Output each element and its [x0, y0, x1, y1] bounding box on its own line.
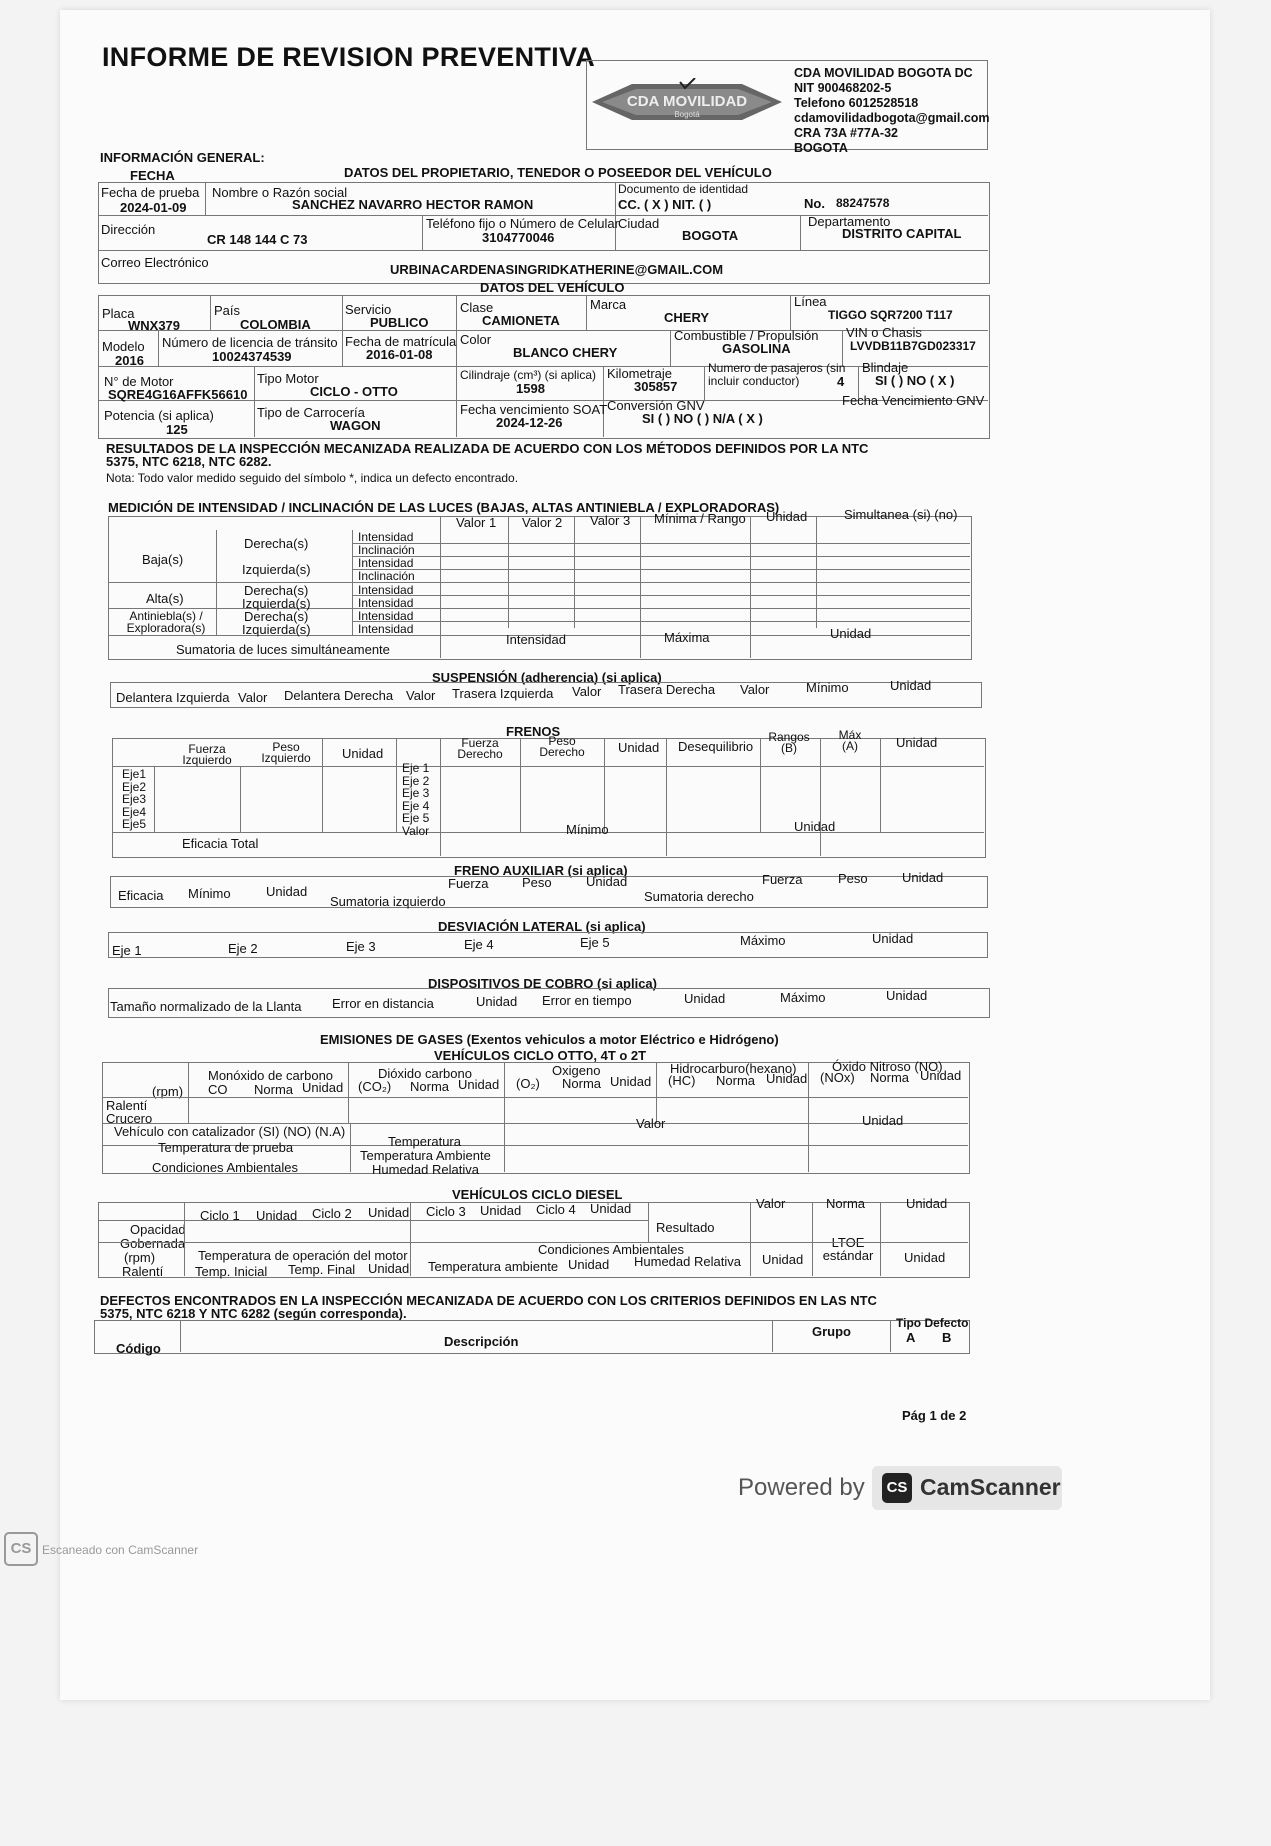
- frenos-peso-izq: Peso Izquierdo: [261, 740, 311, 765]
- em-catalizador: Vehículo con catalizador (SI) (NO) (N.A): [114, 1124, 346, 1139]
- direccion-label: Dirección: [101, 222, 156, 237]
- blindaje-value: SI ( ) NO ( X ): [875, 373, 955, 388]
- cobro-unidad-2: Unidad: [684, 991, 726, 1006]
- cobro-heading: DISPOSITIVOS DE COBRO (si aplica): [428, 976, 657, 991]
- doc-no-label: No.: [804, 196, 825, 211]
- eje-left-2: Eje2: [122, 779, 147, 794]
- desv-eje-2: Eje 2: [228, 941, 258, 956]
- cobro-llanta: Tamaño normalizado de la Llanta: [110, 999, 302, 1014]
- cs-logo-icon: CS: [882, 1473, 912, 1503]
- company-info: [794, 66, 990, 156]
- luces-antiniebla: Antiniebla(s) / Exploradora(s): [126, 609, 206, 635]
- placa-value: WNX379: [128, 318, 181, 333]
- luces-intensidad-1: Intensidad: [358, 530, 414, 544]
- motor-value: SQRE4G16AFFK56610: [108, 387, 248, 402]
- eje-left-5: Eje5: [122, 817, 147, 832]
- susp-del-izq: Delantera Izquierda: [116, 690, 230, 705]
- color-label: Color: [460, 332, 492, 347]
- potencia-value: 125: [166, 422, 188, 437]
- em-nox: (NOx): [820, 1070, 855, 1085]
- faux-fuerza-1: Fuerza: [448, 876, 489, 891]
- luces-baja-derecha: Derecha(s): [244, 536, 309, 551]
- correo-label: Correo Electrónico: [101, 255, 209, 270]
- servicio-value: PUBLICO: [370, 315, 429, 330]
- faux-unidad-2: Unidad: [586, 874, 628, 889]
- company-address: CRA 73A #77A-32: [794, 126, 898, 140]
- eje-right-3: Eje 3: [402, 786, 430, 801]
- soat-label: Fecha vencimiento SOAT: [460, 402, 608, 417]
- soat-value: 2024-12-26: [496, 415, 563, 430]
- diesel-unidad-1: Unidad: [256, 1208, 298, 1223]
- modelo-label: Modelo: [102, 339, 145, 354]
- modelo-value: 2016: [115, 353, 144, 368]
- luces-intensidad-4: Intensidad: [358, 596, 414, 610]
- em-condiciones: Condiciones Ambientales: [152, 1160, 298, 1175]
- eje-right-1: Eje 1: [402, 761, 430, 775]
- defectos-b: B: [942, 1330, 952, 1345]
- eje-right-5: Eje 5: [402, 811, 430, 826]
- scanned-with-text: Escaneado con CamScanner: [42, 1543, 199, 1557]
- diesel-opacidad: Opacidad: [130, 1222, 186, 1237]
- em-norma-4: Norma: [716, 1073, 756, 1088]
- diesel-ciclo2: Ciclo 2: [312, 1206, 352, 1221]
- em-unidad-1: Unidad: [302, 1080, 344, 1095]
- o2-head: Oxigeno: [552, 1063, 601, 1078]
- km-value: 305857: [634, 379, 678, 394]
- em-norma-1: Norma: [254, 1082, 294, 1097]
- diesel-unidad-4: Unidad: [590, 1201, 632, 1216]
- fecha-prueba-value: 2024-01-09: [120, 200, 187, 215]
- marca-label: Marca: [590, 297, 627, 312]
- frenos-fuerza-izq: Fuerza Izquierdo: [182, 742, 232, 767]
- page-number: Pág 1 de 2: [902, 1408, 967, 1423]
- vin-value: LVVDB11B7GD023317: [850, 339, 976, 353]
- emisiones-heading: EMISIONES DE GASES (Exentos vehiculos a motor Eléctrico e Hidrógeno): [320, 1032, 779, 1047]
- em-unidad-4: Unidad: [766, 1071, 808, 1086]
- luces-ant-derecha: Derecha(s): [244, 609, 309, 624]
- logo-sub: Bogotá: [674, 110, 700, 119]
- em-unidad-2: Unidad: [458, 1077, 500, 1092]
- cobro-maximo: Máximo: [780, 990, 826, 1005]
- servicio-label: Servicio: [345, 302, 392, 317]
- faux-unidad-3: Unidad: [902, 870, 944, 885]
- em-o2: (O₂): [516, 1076, 540, 1091]
- diesel-ciclo1: Ciclo 1: [200, 1208, 240, 1223]
- desv-eje-1: Eje 1: [112, 943, 142, 958]
- em-norma-5: Norma: [870, 1070, 910, 1085]
- eje-left-4: Eje4: [122, 804, 147, 819]
- susp-valor-2: Valor: [406, 688, 436, 703]
- tipo-motor-label: Tipo Motor: [257, 371, 319, 386]
- carroceria-label: Tipo de Carrocería: [257, 405, 365, 420]
- faux-minimo: Mínimo: [188, 886, 231, 901]
- diesel-ciclo4: Ciclo 4: [536, 1202, 576, 1217]
- results-note: Nota: Todo valor medido seguido del símbolo *, indica un defecto encontrado.: [106, 471, 519, 485]
- susp-tras-der: Trasera Derecha: [618, 682, 716, 697]
- clase-label: Clase: [460, 300, 494, 315]
- cs-corner-icon: CS: [4, 1532, 38, 1566]
- clase-value: CAMIONETA: [482, 313, 560, 328]
- diesel-norma: Norma: [826, 1196, 866, 1211]
- results-heading: RESULTADOS DE LA INSPECCIÓN MECANIZADA REALIZADA DE ACUERDO CON LOS MÉTODOS DEFINIDOS POR LA NTC 5375, NTC 6218, NTC 6282.: [106, 441, 869, 469]
- frenos-unidad-3: Unidad: [896, 735, 938, 750]
- diesel-temp-final: Temp. Final: [288, 1262, 356, 1277]
- blindaje-label: Blindaje: [862, 360, 909, 375]
- em-rpm: (rpm): [152, 1084, 184, 1099]
- luces-alta-izquierda: Izquierda(s): [242, 596, 311, 611]
- diesel-unidad-5: Unidad: [906, 1196, 948, 1211]
- em-temperatura: Temperatura: [388, 1134, 461, 1149]
- frenos-desequilibrio: Desequilibrio: [678, 739, 754, 754]
- owner-heading: DATOS DEL PROPIETARIO, TENEDOR O POSEEDOR DEL VEHÍCULO: [344, 165, 772, 180]
- doc-label: Documento de identidad: [618, 182, 749, 196]
- cilindraje-value: 1598: [516, 381, 545, 396]
- em-norma-2: Norma: [410, 1079, 450, 1094]
- gnv-venc-label: Fecha Vencimiento GNV: [842, 393, 985, 408]
- diesel-heading: VEHÍCULOS CICLO DIESEL: [452, 1187, 623, 1202]
- pais-label: País: [214, 303, 241, 318]
- company-email: cdamovilidadbogota@gmail.com: [794, 111, 990, 125]
- fecha-prueba-label: Fecha de prueba: [101, 185, 200, 200]
- motor-label: N° de Motor: [104, 374, 174, 389]
- matricula-value: 2016-01-08: [366, 347, 433, 362]
- luces-intensidad-6: Intensidad: [358, 622, 414, 636]
- defectos-grupo: Grupo: [812, 1324, 851, 1339]
- camscanner-name: CamScanner: [920, 1474, 1061, 1500]
- luces-heading: MEDICIÓN DE INTENSIDAD / INCLINACIÓN DE LAS LUCES (BAJAS, ALTAS ANTINIEBLA / EXPLORADORAS): [108, 500, 780, 515]
- desviacion-heading: DESVIACIÓN LATERAL (si aplica): [438, 919, 646, 934]
- faux-eficacia: Eficacia: [118, 888, 164, 903]
- susp-minimo: Mínimo: [806, 680, 849, 695]
- em-temp-amb: Temperatura Ambiente: [360, 1148, 491, 1163]
- diesel-unidad-2: Unidad: [368, 1205, 410, 1220]
- defectos-codigo: Código: [116, 1341, 161, 1356]
- gnv-label: Conversión GNV: [607, 398, 705, 413]
- luces-unidad: Unidad: [830, 626, 872, 641]
- diesel-humedad: Humedad Relativa: [634, 1254, 741, 1269]
- luces-ant-izquierda: Izquierda(s): [242, 622, 311, 637]
- pais-value: COLOMBIA: [240, 317, 311, 332]
- cobro-error-dist: Error en distancia: [332, 996, 434, 1011]
- luces-alta: Alta(s): [146, 591, 184, 606]
- em-ralenti: Ralentí: [106, 1098, 148, 1113]
- frenos-ejes-left: [122, 768, 146, 831]
- frenos-unidad-2: Unidad: [618, 740, 660, 755]
- km-label: Kilometraje: [607, 366, 673, 381]
- susp-unidad: Unidad: [890, 678, 932, 693]
- ciudad-label: Ciudad: [618, 216, 660, 231]
- frenos-valor: Valor: [402, 823, 430, 838]
- diesel-unidad-7: Unidad: [568, 1257, 610, 1272]
- depto-label: Departamento: [808, 214, 891, 229]
- document-page: [60, 10, 1210, 1700]
- diesel-ltoe: LTOE estándar: [822, 1235, 874, 1263]
- matricula-label: Fecha de matrícula: [345, 334, 457, 349]
- susp-del-der: Delantera Derecha: [284, 688, 394, 703]
- doc-no-value: 88247578: [836, 196, 890, 210]
- luces-inclinacion-1: Inclinación: [358, 543, 415, 557]
- eje-left-1: Eje1: [122, 767, 147, 781]
- em-valor: Valor: [636, 1116, 666, 1131]
- em-temp-prueba: Temperatura de prueba: [158, 1140, 294, 1155]
- luces-intensidad-3: Intensidad: [358, 583, 414, 597]
- diesel-temp-inicial: Temp. Inicial: [195, 1264, 268, 1279]
- co2-head: Dióxido carbono: [378, 1066, 472, 1081]
- susp-valor-1: Valor: [238, 690, 268, 705]
- luces-baja-izquierda: Izquierda(s): [242, 562, 311, 577]
- correo-value: URBINACARDENASINGRIDKATHERINE@GMAIL.COM: [390, 262, 724, 277]
- diesel-resultado: Resultado: [656, 1220, 715, 1235]
- freno-aux-heading: FRENO AUXILIAR (si aplica): [454, 863, 628, 878]
- doc-type: CC. ( X ) NIT. ( ): [618, 197, 712, 212]
- cobro-unidad-1: Unidad: [476, 994, 518, 1009]
- luces-col-5: Unidad: [766, 509, 808, 524]
- em-norma-3: Norma: [562, 1076, 602, 1091]
- suspension-heading: SUSPENSIÓN (adherencia) (si aplica): [432, 670, 662, 685]
- gnv-value: SI ( ) NO ( ) N/A ( X ): [642, 411, 763, 426]
- linea-value: TIGGO SQR7200 T117: [828, 308, 953, 322]
- desv-unidad: Unidad: [872, 931, 914, 946]
- logo-text: CDA MOVILIDAD: [626, 93, 748, 110]
- desv-eje-4: Eje 4: [464, 937, 494, 952]
- diesel-valor: Valor: [756, 1196, 786, 1211]
- linea-label: Línea: [794, 294, 827, 309]
- company-city: BOGOTA: [794, 141, 848, 155]
- cobro-unidad-3: Unidad: [886, 988, 928, 1003]
- luces-inclinacion-2: Inclinación: [358, 569, 415, 583]
- em-humedad: Humedad Relativa: [372, 1162, 479, 1177]
- defectos-tipo: Tipo Defecto: [896, 1316, 969, 1330]
- frenos-unidad-1: Unidad: [342, 746, 384, 761]
- depto-value: DISTRITO CAPITAL: [842, 226, 962, 241]
- diesel-gobernada: Gobernada: [120, 1236, 186, 1251]
- nox-head: Óxido Nitroso (NO): [832, 1059, 943, 1074]
- faux-peso-1: Peso: [522, 875, 552, 890]
- luces-col-4: Mínima / Rango: [654, 511, 746, 526]
- faux-sum-der: Sumatoria derecho: [644, 889, 754, 904]
- co-head: Monóxido de carbono: [208, 1068, 334, 1083]
- luces-intensidad-5: Intensidad: [358, 609, 414, 623]
- nombre-value: SANCHEZ NAVARRO HECTOR RAMON: [292, 197, 534, 212]
- susp-valor-3: Valor: [572, 684, 602, 699]
- diesel-condiciones: Condiciones Ambientales: [538, 1242, 684, 1257]
- company-logo: [592, 78, 782, 126]
- fecha-heading: FECHA: [130, 168, 175, 183]
- luces-maxima: Máxima: [664, 630, 710, 645]
- licencia-label: Número de licencia de tránsito: [162, 335, 338, 350]
- potencia-label: Potencia (si aplica): [104, 408, 214, 423]
- defectos-descripcion: Descripción: [444, 1334, 519, 1349]
- camscanner-badge: [872, 1466, 1062, 1510]
- em-co2: (CO₂): [358, 1079, 392, 1094]
- luces-col-1: Valor 1: [456, 515, 497, 530]
- luces-col-2: Valor 2: [522, 515, 563, 530]
- diesel-ralenti: Ralentí: [122, 1264, 164, 1279]
- faux-peso-2: Peso: [838, 871, 868, 886]
- desv-eje-5: Eje 5: [580, 935, 610, 950]
- marca-value: CHERY: [664, 310, 710, 325]
- nombre-label: Nombre o Razón social: [212, 185, 348, 200]
- desv-eje-3: Eje 3: [346, 939, 376, 954]
- faux-unidad-1: Unidad: [266, 884, 308, 899]
- diesel-rpm: (rpm): [124, 1250, 156, 1265]
- luces-intensidad-2: Intensidad: [358, 556, 414, 570]
- luces-col-6: Simultanea (si) (no): [844, 507, 958, 522]
- general-heading: INFORMACIÓN GENERAL:: [100, 150, 265, 165]
- frenos-fuerza-der: Fuerza Derecho: [457, 736, 503, 761]
- eje-left-3: Eje3: [122, 792, 147, 807]
- frenos-ejes-right: [402, 762, 429, 838]
- luces-baja: Baja(s): [142, 552, 184, 567]
- faux-sum-izq: Sumatoria izquierdo: [330, 894, 446, 909]
- eje-right-2: Eje 2: [402, 773, 430, 788]
- ciudad-value: BOGOTA: [682, 228, 739, 243]
- eje-right-4: Eje 4: [402, 798, 430, 813]
- diesel-unidad-6: Unidad: [368, 1261, 410, 1276]
- diesel-unidad-3: Unidad: [480, 1203, 522, 1218]
- em-co: CO: [208, 1082, 228, 1097]
- telefono-value: 3104770046: [482, 230, 555, 245]
- luces-col-3: Valor 3: [590, 513, 631, 528]
- cilindraje-label: Cilindraje (cm³) (si aplica): [460, 368, 597, 382]
- frenos-heading: FRENOS: [506, 724, 561, 739]
- susp-valor-4: Valor: [740, 682, 770, 697]
- em-unidad-6: Unidad: [862, 1113, 904, 1128]
- frenos-minimo: Mínimo: [566, 822, 609, 837]
- cobro-error-tiempo: Error en tiempo: [542, 993, 632, 1008]
- diesel-ciclo3: Ciclo 3: [426, 1204, 466, 1219]
- company-name: CDA MOVILIDAD BOGOTA DC: [794, 66, 973, 80]
- powered-by-text: Powered by: [738, 1474, 865, 1501]
- em-hc: (HC): [668, 1073, 696, 1088]
- luces-sumatoria: Sumatoria de luces simultáneamente: [176, 642, 390, 657]
- pasajeros-label: Numero de pasajeros (sin incluir conductor): [708, 361, 846, 388]
- em-unidad-3: Unidad: [610, 1074, 652, 1089]
- licencia-value: 10024374539: [212, 349, 292, 364]
- diesel-temp-ambiente: Temperatura ambiente: [428, 1259, 559, 1274]
- otto-heading: VEHÍCULOS CICLO OTTO, 4T o 2T: [434, 1048, 647, 1063]
- diesel-temp-motor: Temperatura de operación del motor: [198, 1248, 408, 1263]
- frenos-peso-der: Peso Derecho: [539, 734, 585, 759]
- company-phone: Telefono 6012528518: [794, 96, 919, 110]
- vin-label: VIN o Chasis: [846, 325, 922, 340]
- carroceria-value: WAGON: [330, 418, 381, 433]
- telefono-label: Teléfono fijo o Número de Celular: [426, 216, 619, 231]
- em-crucero: Crucero: [106, 1111, 153, 1126]
- page-title: INFORME DE REVISION PREVENTIVA: [102, 42, 596, 72]
- luces-alta-derecha: Derecha(s): [244, 583, 309, 598]
- tipo-motor-value: CICLO - OTTO: [310, 384, 398, 399]
- luces-intensidad-sum: Intensidad: [506, 632, 566, 647]
- vehicle-heading: DATOS DEL VEHÍCULO: [480, 280, 625, 295]
- frenos-rangos: Rangos (B): [768, 730, 810, 755]
- company-nit: NIT 900468202-5: [794, 81, 892, 95]
- combustible-label: Combustible / Propulsión: [674, 328, 819, 343]
- faux-fuerza-2: Fuerza: [762, 872, 803, 887]
- desv-maximo: Máximo: [740, 933, 786, 948]
- defectos-heading: DEFECTOS ENCONTRADOS EN LA INSPECCIÓN MECANIZADA DE ACUERDO CON LOS CRITERIOS DEFINIDOS EN LAS NTC 5375, NTC 6218 Y NTC 6282 (según corresponda).: [100, 1293, 877, 1321]
- defectos-a: A: [906, 1330, 916, 1345]
- diesel-unidad-8: Unidad: [762, 1252, 804, 1267]
- frenos-eficacia: Eficacia Total: [182, 836, 259, 851]
- diesel-unidad-9: Unidad: [904, 1250, 946, 1265]
- pasajeros-value: 4: [837, 374, 845, 389]
- direccion-value: CR 148 144 C 73: [207, 232, 308, 247]
- frenos-unidad-4: Unidad: [794, 819, 836, 834]
- color-value: BLANCO CHERY: [513, 345, 618, 360]
- combustible-value: GASOLINA: [722, 341, 791, 356]
- placa-label: Placa: [102, 306, 135, 321]
- frenos-max: Máx (A): [838, 728, 862, 753]
- susp-tras-izq: Trasera Izquierda: [452, 686, 554, 701]
- hc-head: Hidrocarburo(hexano): [670, 1061, 797, 1076]
- em-unidad-5: Unidad: [920, 1068, 962, 1083]
